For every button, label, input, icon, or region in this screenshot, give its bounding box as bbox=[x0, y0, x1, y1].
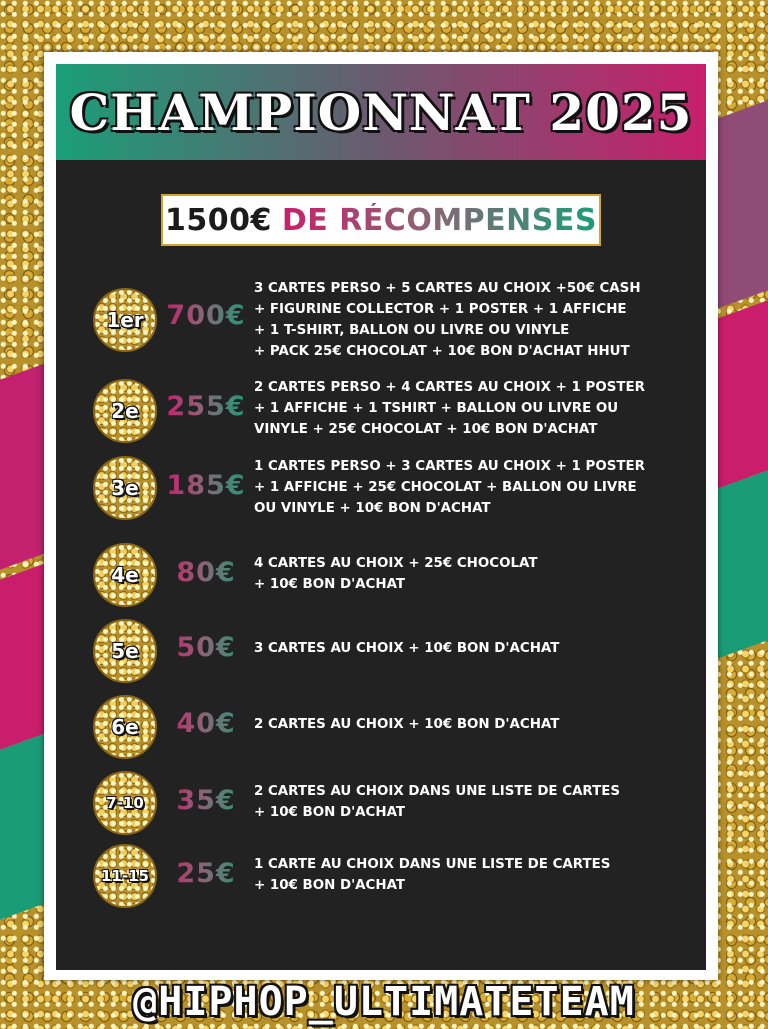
prize-amount: 25€ bbox=[164, 858, 248, 889]
reward-line: 2 CARTES PERSO + 4 CARTES AU CHOIX + 1 POSTER bbox=[254, 380, 645, 395]
prize-amount: 50€ bbox=[164, 632, 248, 663]
total-rewards-box bbox=[161, 194, 601, 246]
reward-line: 2 CARTES AU CHOIX DANS UNE LISTE DE CARTES bbox=[254, 784, 621, 799]
reward-description bbox=[254, 854, 684, 896]
reward-line: + 10€ BON D'ACHAT bbox=[254, 577, 406, 592]
rank-medal: 5e bbox=[93, 619, 157, 683]
reward-line: + 1 T-SHIRT, BALLON OU LIVRE OU VINYLE bbox=[254, 323, 570, 338]
prize-amount: 185€ bbox=[164, 470, 248, 501]
social-handle: @HIPHOP_ULTIMATETEAM bbox=[133, 979, 635, 1025]
prize-amount: 80€ bbox=[164, 557, 248, 588]
reward-line: OU VINYLE + 10€ BON D'ACHAT bbox=[254, 501, 491, 516]
reward-description bbox=[254, 553, 684, 595]
reward-line: + FIGURINE COLLECTOR + 1 POSTER + 1 AFFICHE bbox=[254, 302, 627, 317]
reward-line: 3 CARTES PERSO + 5 CARTES AU CHOIX +50€ CASH bbox=[254, 281, 641, 296]
rank-medal: 2e bbox=[93, 379, 157, 443]
reward-line: + PACK 25€ CHOCOLAT + 10€ BON D'ACHAT HHUT bbox=[254, 344, 630, 359]
reward-description bbox=[254, 377, 684, 440]
reward-line: 2 CARTES AU CHOIX + 10€ BON D'ACHAT bbox=[254, 717, 560, 732]
page-title bbox=[70, 83, 693, 142]
title-year: 2025 bbox=[549, 82, 693, 142]
reward-description bbox=[254, 456, 684, 519]
rank-medal: 6e bbox=[93, 695, 157, 759]
reward-description bbox=[254, 638, 684, 659]
rank-medal: 1er bbox=[93, 288, 157, 352]
prize-amount: 40€ bbox=[164, 708, 248, 739]
reward-line: + 1 AFFICHE + 25€ CHOCOLAT + BALLON OU LIVRE bbox=[254, 480, 637, 495]
prize-amount: 700€ bbox=[164, 300, 248, 331]
title-main: CHAMPIONNAT bbox=[69, 82, 531, 142]
reward-line: 3 CARTES AU CHOIX + 10€ BON D'ACHAT bbox=[254, 641, 560, 656]
reward-line: + 10€ BON D'ACHAT bbox=[254, 878, 406, 893]
reward-description bbox=[254, 278, 684, 362]
prize-amount: 35€ bbox=[164, 785, 248, 816]
rank-medal: 11-15 bbox=[93, 844, 157, 908]
reward-description bbox=[254, 781, 684, 823]
reward-line: 1 CARTES PERSO + 3 CARTES AU CHOIX + 1 POSTER bbox=[254, 459, 645, 474]
reward-line: 4 CARTES AU CHOIX + 25€ CHOCOLAT bbox=[254, 556, 538, 571]
reward-description bbox=[254, 714, 684, 735]
reward-line: 1 CARTE AU CHOIX DANS UNE LISTE DE CARTES bbox=[254, 857, 611, 872]
prize-amount: 255€ bbox=[164, 391, 248, 422]
title-banner bbox=[56, 64, 706, 160]
rank-medal: 3e bbox=[93, 456, 157, 520]
reward-line: + 1 AFFICHE + 1 TSHIRT + BALLON OU LIVRE OU bbox=[254, 401, 619, 416]
reward-line: + 10€ BON D'ACHAT bbox=[254, 805, 406, 820]
rank-medal: 4e bbox=[93, 543, 157, 607]
reward-line: VINYLE + 25€ CHOCOLAT + 10€ BON D'ACHAT bbox=[254, 422, 598, 437]
poster-panel bbox=[56, 64, 706, 970]
rank-medal: 7-10 bbox=[93, 771, 157, 835]
total-rewards-label: DE RÉCOMPENSES bbox=[281, 202, 597, 238]
total-rewards-amount: 1500€ bbox=[165, 202, 272, 238]
